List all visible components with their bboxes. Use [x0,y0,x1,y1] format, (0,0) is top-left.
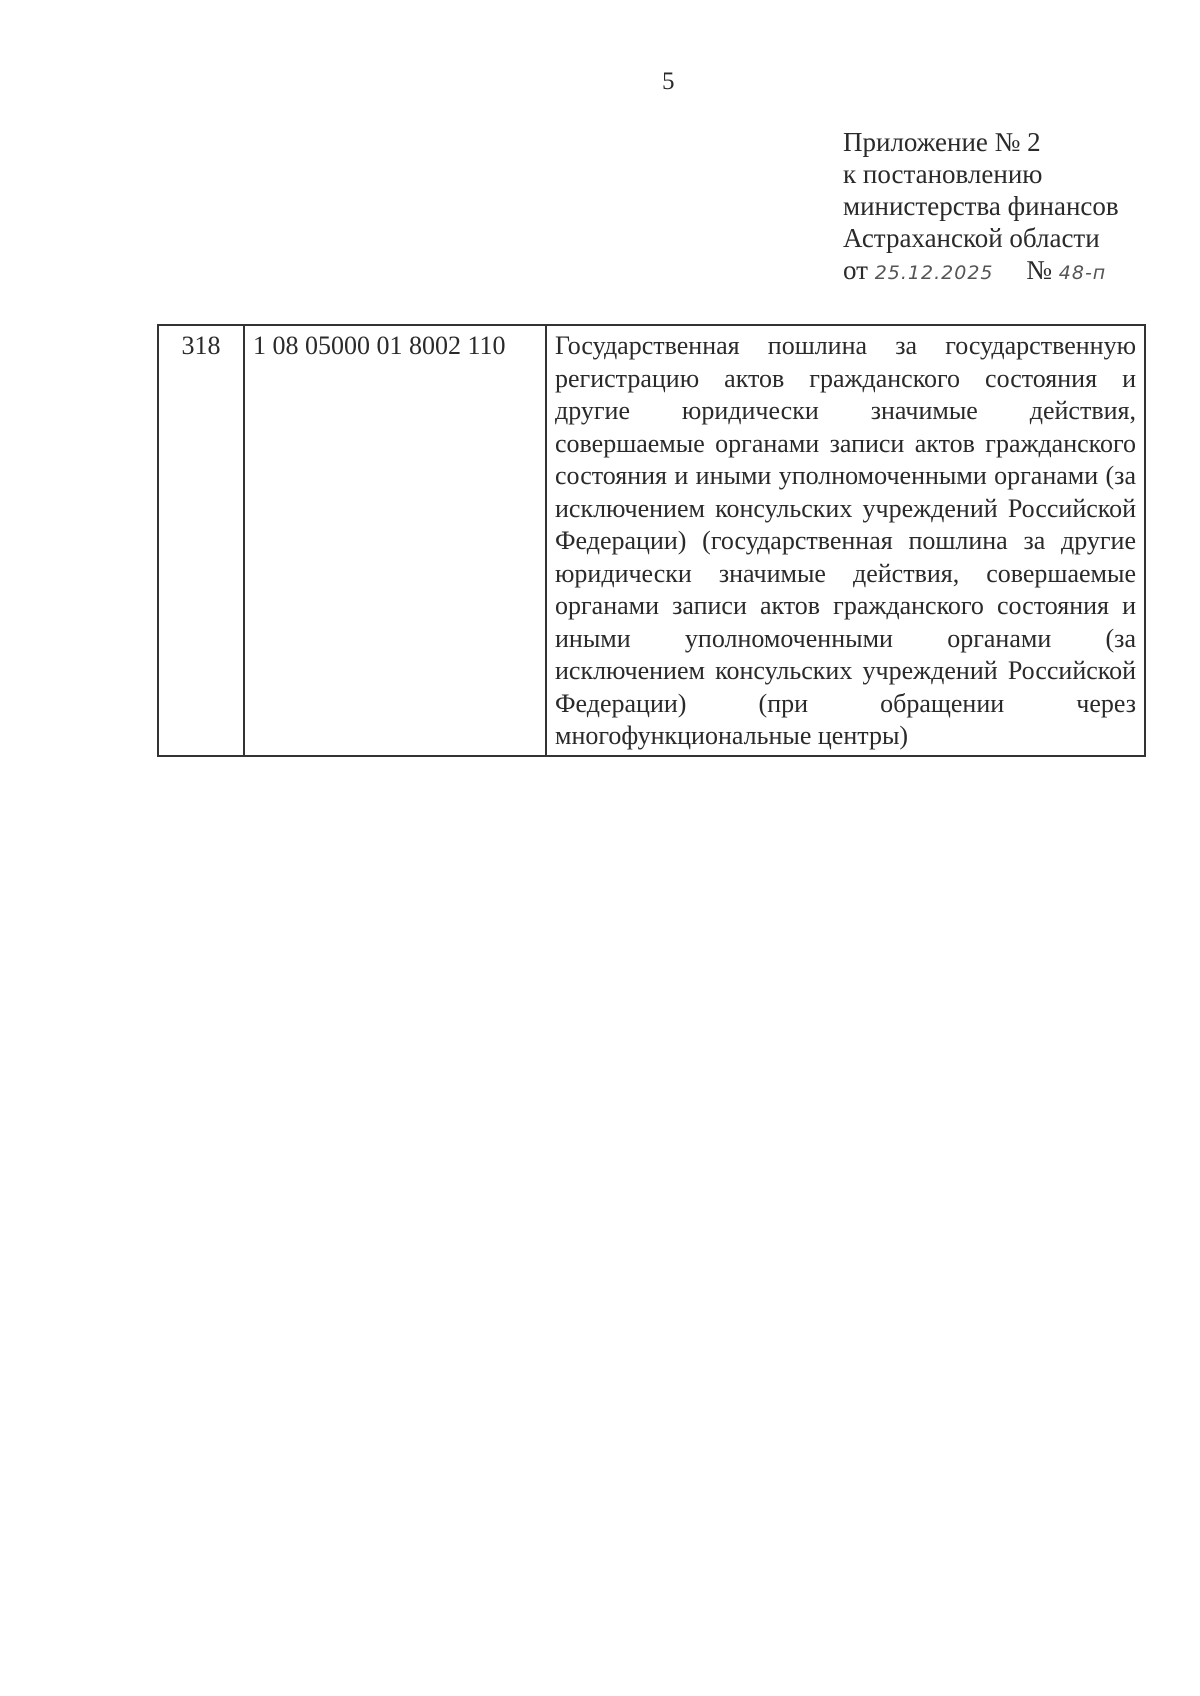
appendix-line-region: Астраханской области [843,223,1100,253]
date-prefix: от [843,255,868,285]
appendix-title: Приложение № 2 [843,127,1041,157]
number-prefix: № [1026,255,1053,285]
appendix-header [843,126,1119,289]
revenue-code-table [157,324,1146,757]
appendix-line-ministry: министерства финансов [843,191,1119,221]
page-number: 5 [662,68,675,95]
admin-code-cell: 318 [158,325,244,756]
description-cell: Государственная пошлина за государственную регистрацию актов гражданского состояния и другие юридически значимые действия, совершаемые органами записи актов гражданского состояния и иными уполномоченными органами (за исключением консульских учреждений Российской Федерации) (государственная пошлина за другие юридически значимые действия, совершаемые органами записи актов гражданского состояния и иными уполномоченными органами (за исключением консульских учреждений Российской Федерации) (при обращении через многофункциональные центры) [546,325,1145,756]
table-row [158,325,1145,756]
kbk-code-cell: 1 08 05000 01 8002 110 [244,325,546,756]
appendix-date-line [843,254,1119,289]
date-value: 25.12.2025 [874,262,994,284]
appendix-line-resolution: к постановлению [843,159,1043,189]
number-value: 48-п [1058,262,1107,284]
